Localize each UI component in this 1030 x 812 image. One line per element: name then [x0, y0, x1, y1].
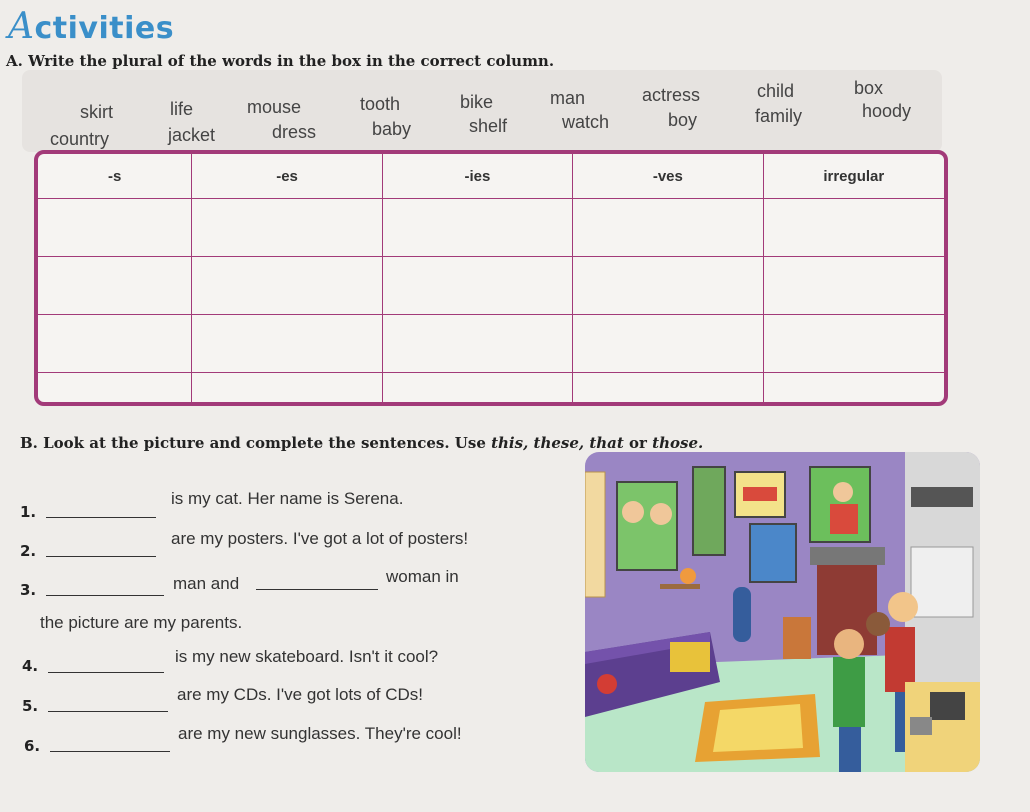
word-country: country	[50, 129, 110, 149]
bin	[783, 617, 811, 659]
sentence-4-number: 4.	[22, 657, 39, 675]
sentence-4-text: is my new skateboard. Isn't it cool?	[175, 647, 439, 666]
table-cell[interactable]	[382, 315, 572, 373]
table-cell[interactable]	[763, 315, 944, 373]
table-row	[38, 199, 944, 257]
word-boy: boy	[668, 110, 698, 130]
mirror	[585, 472, 605, 597]
table-cell[interactable]	[573, 315, 763, 373]
cat-icon	[866, 612, 890, 636]
cd-case	[910, 717, 932, 735]
boy-legs	[839, 727, 861, 772]
word-man: man	[550, 88, 586, 108]
sentence-3-text-2: woman in	[386, 567, 459, 586]
word-shelf: shelf	[469, 116, 508, 136]
sentence-3-text: man and	[173, 574, 240, 593]
sentence-5-text: are my CDs. I've got lots of CDs!	[177, 685, 424, 704]
man-face	[622, 501, 644, 523]
batman-poster	[750, 524, 796, 582]
fireplace-top	[810, 547, 885, 565]
sentence-5-blank[interactable]	[48, 711, 168, 712]
table-cell[interactable]	[382, 257, 572, 315]
column-header-ies: -ies	[382, 154, 572, 199]
table-cell[interactable]	[192, 199, 382, 257]
shelf	[660, 584, 700, 589]
word-child: child	[757, 81, 795, 101]
word-mouse: mouse	[247, 97, 302, 117]
table-row	[38, 373, 944, 402]
section-a-heading: A. Write the plural of the words in the box in the correct column.	[6, 52, 555, 70]
sentence-4-blank[interactable]	[48, 672, 164, 673]
woman-face	[650, 503, 672, 525]
singer-body	[830, 504, 858, 534]
boy-head	[834, 629, 864, 659]
table-row	[38, 315, 944, 373]
hulk-poster	[693, 467, 725, 555]
section-b-heading	[20, 434, 703, 452]
word-jacket: jacket	[168, 125, 216, 145]
table-cell[interactable]	[192, 257, 382, 315]
table-cell[interactable]	[763, 373, 944, 402]
table-header-row	[38, 154, 944, 199]
table-cell[interactable]	[192, 373, 382, 402]
page-title	[8, 6, 174, 47]
sentence-6-number: 6.	[24, 737, 41, 755]
towel	[670, 642, 710, 672]
parents-poster	[617, 482, 677, 570]
column-header-irregular: irregular	[763, 154, 944, 199]
section-b-heading-or: or	[623, 434, 653, 452]
bedroom-illustration	[585, 452, 980, 772]
word-actress: actress	[642, 85, 701, 105]
sentence-3-blank-1[interactable]	[46, 595, 164, 596]
word-family: family	[755, 106, 803, 126]
table-cell[interactable]	[763, 199, 944, 257]
cupboard	[911, 547, 973, 617]
table-cell[interactable]	[382, 373, 572, 402]
column-header-s: -s	[38, 154, 192, 199]
sentence-3-blank-2[interactable]	[256, 589, 378, 590]
column-header-ves: -ves	[573, 154, 763, 199]
section-b-heading-this: this, these, that	[491, 434, 624, 452]
word-life: life	[170, 99, 194, 119]
word-box-item: box	[854, 78, 884, 98]
sentence-3-text-3: the picture are my parents.	[40, 613, 243, 632]
word-bike: bike	[460, 92, 494, 112]
sentence-6-blank[interactable]	[50, 751, 170, 752]
title-rest: ctivities	[34, 11, 175, 46]
table-cell[interactable]	[38, 199, 192, 257]
column-header-es: -es	[192, 154, 382, 199]
singer-face	[833, 482, 853, 502]
sentence-6-text: are my new sunglasses. They're cool!	[178, 724, 462, 743]
cap-icon	[597, 674, 617, 694]
word-dress: dress	[272, 122, 317, 142]
section-b-heading-prefix: B. Look at the picture and complete the sentences. Use	[20, 434, 492, 452]
word-watch: watch	[562, 112, 610, 132]
table-cell[interactable]	[38, 315, 192, 373]
table-cell[interactable]	[763, 257, 944, 315]
sentence-2-number: 2.	[20, 542, 37, 560]
cd-stack	[930, 692, 965, 720]
stereo-icon	[911, 487, 973, 507]
table-cell[interactable]	[192, 315, 382, 373]
rug-center	[713, 704, 803, 752]
sentence-3-number: 3.	[20, 581, 37, 599]
table-cell[interactable]	[38, 257, 192, 315]
word-skirt: skirt	[80, 102, 113, 122]
title-initial: A	[8, 6, 35, 47]
table-cell[interactable]	[38, 373, 192, 402]
table-cell[interactable]	[573, 199, 763, 257]
table-cell[interactable]	[382, 199, 572, 257]
skateboard	[733, 587, 751, 642]
sentence-1-text: is my cat. Her name is Serena.	[171, 489, 404, 508]
plural-table	[34, 150, 948, 406]
table-row	[38, 257, 944, 315]
train-icon	[743, 487, 777, 501]
word-tooth: tooth	[360, 94, 401, 114]
word-hoody: hoody	[862, 101, 912, 121]
sentence-1-number: 1.	[20, 503, 37, 521]
sentence-1-blank[interactable]	[46, 517, 156, 518]
table-cell[interactable]	[573, 257, 763, 315]
basketball-icon	[680, 568, 696, 584]
boy2-head	[888, 592, 918, 622]
sentence-2-blank[interactable]	[46, 556, 156, 557]
boy-shirt	[833, 657, 865, 727]
section-b-heading-those: those.	[652, 434, 704, 452]
word-baby: baby	[372, 119, 412, 139]
sentence-5-number: 5.	[22, 697, 39, 715]
word-box	[22, 70, 942, 152]
sentence-2-text: are my posters. I've got a lot of posters!	[171, 529, 469, 548]
table-cell[interactable]	[573, 373, 763, 402]
